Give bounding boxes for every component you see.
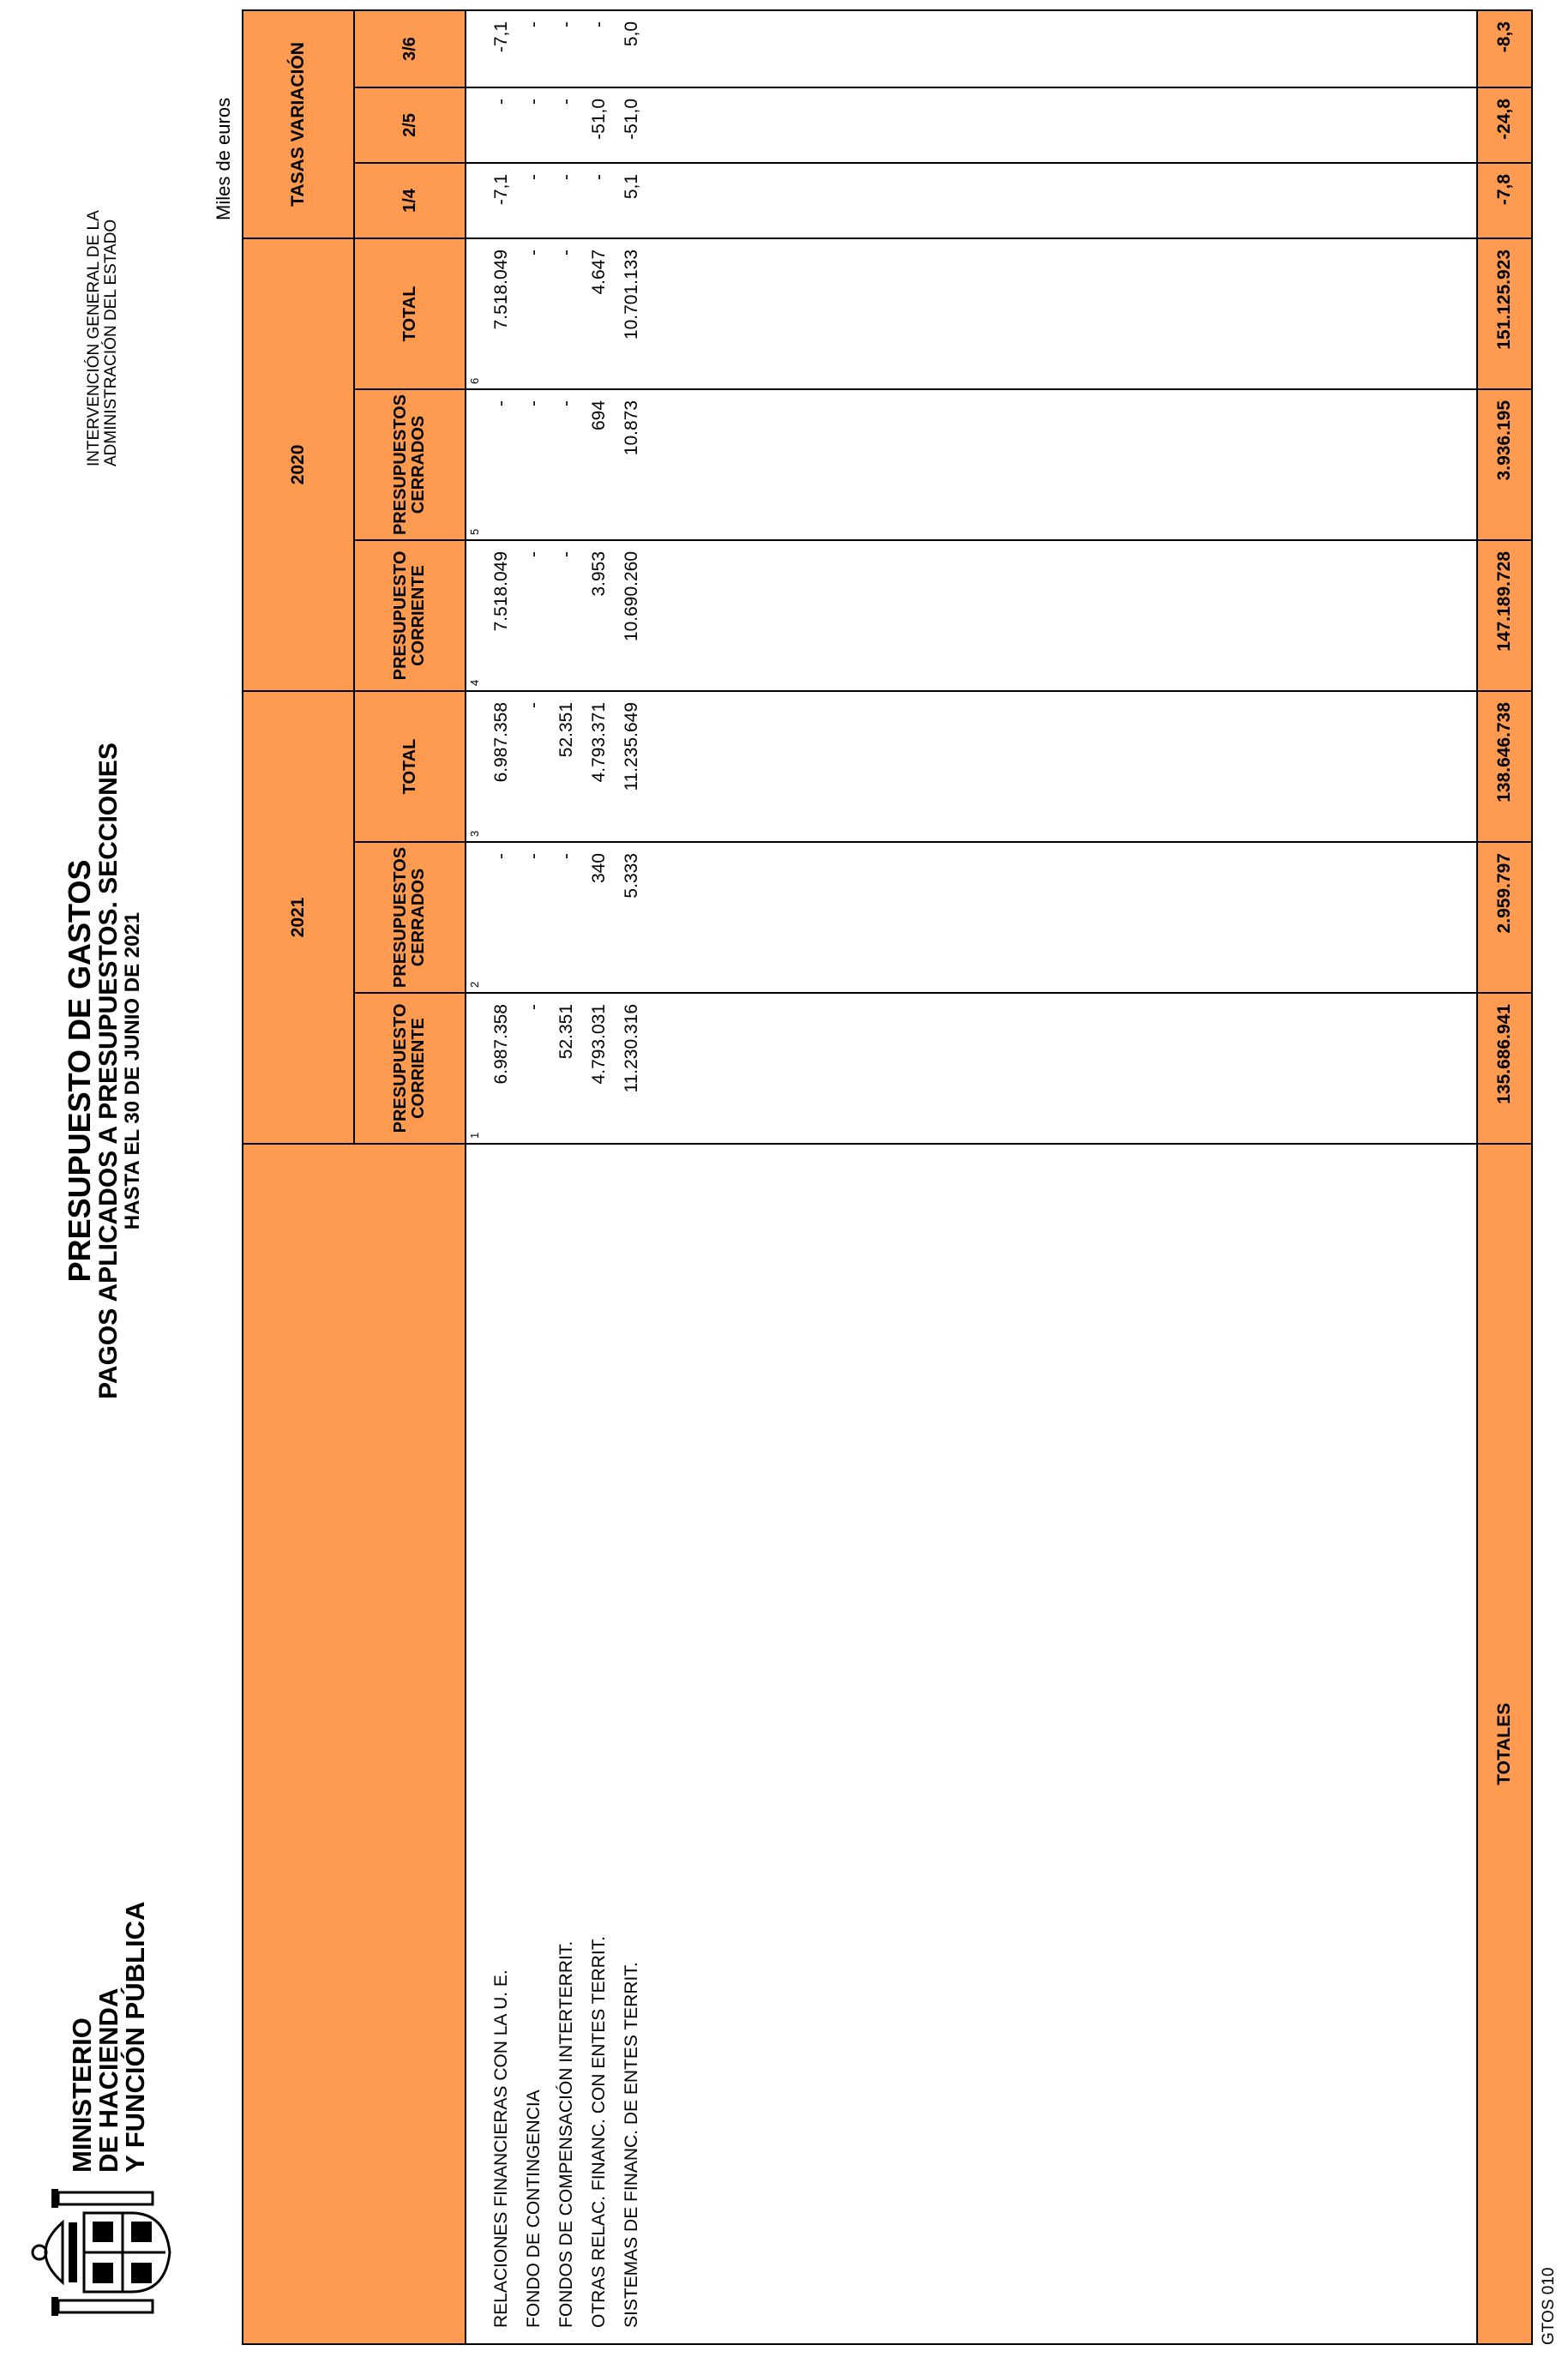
values-col-3 (466, 691, 1477, 842)
cell-value: - (589, 173, 609, 180)
col-rate-1-4: 1/4 (354, 163, 466, 238)
ministry-line: DE HACIENDA (93, 1987, 123, 2173)
col-header-line: PRESUPUESTO (391, 550, 410, 681)
units-label: Miles de euros (213, 97, 234, 220)
section-header-cell (243, 1144, 466, 2344)
cell-value: 5.333 (622, 853, 641, 899)
total-value: 147.189.728 (1477, 540, 1532, 691)
col-header-line: CORRIENTE (409, 565, 428, 666)
values-col-1 (466, 993, 1477, 1144)
cell-value: - (524, 173, 544, 180)
col-header-line: PRESUPUESTO (391, 1003, 410, 1133)
values-rate-2-5 (466, 87, 1477, 163)
col-presupuesto-corriente-2020 (354, 540, 466, 691)
cell-value: 4.793.031 (589, 1004, 609, 1085)
cell-value: - (556, 21, 576, 27)
section-label: SISTEMAS DE FINANC. DE ENTES TERRIT. (622, 1962, 641, 2328)
cell-value: -7,1 (491, 21, 511, 53)
cell-value: - (524, 1004, 544, 1010)
table-body-row (466, 10, 1477, 2344)
agency-line: INTERVENCIÓN GENERAL DE LA (85, 210, 103, 466)
cell-value: 6.987.358 (491, 701, 511, 783)
total-value: -7,8 (1477, 163, 1532, 238)
cell-value: 10.690.260 (622, 550, 641, 642)
col-header-line: PRESUPUESTOS (391, 394, 410, 536)
col-header-line: CERRADOS (409, 415, 428, 514)
cell-value: 694 (589, 400, 609, 431)
cell-value: - (491, 853, 511, 859)
col-presupuestos-cerrados-2020 (354, 389, 466, 540)
total-value: 138.646.738 (1477, 691, 1532, 842)
agency-line: ADMINISTRACIÓN DEL ESTADO (102, 219, 120, 466)
cell-value: - (524, 21, 544, 27)
total-value: -24,8 (1477, 87, 1532, 163)
column-number: 6 (468, 377, 481, 384)
ministry-name (69, 1902, 148, 2173)
report-period: HASTA EL 30 DE JUNIO DE 2021 (121, 911, 144, 1230)
total-value: 2.959.797 (1477, 842, 1532, 993)
cell-value: - (491, 400, 511, 406)
col-presupuesto-corriente-2021 (354, 993, 466, 1144)
rates-header: TASAS VARIACIÓN (243, 10, 354, 238)
col-rate-2-5: 2/5 (354, 87, 466, 163)
budget-table (242, 9, 1533, 2345)
ministry-line: Y FUNCIÓN PÚBLICA (120, 1901, 150, 2173)
cell-value: 10.701.133 (622, 249, 641, 340)
cell-value: 6.987.358 (491, 1004, 511, 1085)
values-rate-3-6 (466, 10, 1477, 87)
report-code: GTOS 010 (1540, 2267, 1558, 2345)
report-subtitle: PAGOS APLICADOS A PRESUPUESTOS. SECCIONES (94, 743, 123, 1399)
cell-value: 5,0 (622, 21, 641, 47)
column-number: 1 (468, 1132, 481, 1139)
year-2021-header: 2021 (243, 691, 354, 1144)
column-number: 4 (468, 679, 481, 686)
report-titles (64, 685, 144, 1457)
cell-value: 5,1 (622, 173, 641, 200)
cell-value: 11.230.316 (622, 1004, 641, 1093)
cell-value: 3.953 (589, 550, 609, 597)
ministry-line: MINISTERIO (67, 2017, 97, 2173)
cell-value: - (556, 400, 576, 406)
cell-value: - (524, 853, 544, 859)
column-number: 5 (468, 528, 481, 535)
section-label: FONDO DE CONTINGENCIA (524, 2089, 544, 2328)
total-value: 135.686.941 (1477, 993, 1532, 1144)
col-presupuestos-cerrados-2021 (354, 842, 466, 993)
values-rate-1-4 (466, 163, 1477, 238)
col-total-2020: TOTAL (354, 238, 466, 389)
col-rate-3-6: 3/6 (354, 10, 466, 87)
cell-value: - (556, 249, 576, 256)
col-header-line: PRESUPUESTOS (391, 846, 410, 989)
agency-name (86, 210, 120, 466)
section-label: OTRAS RELAC. FINANC. CON ENTES TERRIT. (589, 1935, 609, 2328)
values-col-5 (466, 389, 1477, 540)
totals-row (1477, 10, 1532, 2344)
cell-value: - (524, 701, 544, 708)
cell-value: -7,1 (491, 173, 511, 206)
cell-value: 11.235.649 (622, 701, 641, 791)
cell-value: 52.351 (556, 701, 576, 758)
year-2020-header: 2020 (243, 238, 354, 691)
cell-value: 4.647 (589, 249, 609, 295)
col-total-2021: TOTAL (354, 691, 466, 842)
column-number: 2 (468, 981, 481, 988)
col-header-line: CORRIENTE (409, 1018, 428, 1119)
cell-value: - (556, 98, 576, 105)
cell-value: 7.518.049 (491, 550, 511, 632)
column-number: 3 (468, 830, 481, 837)
cell-value: - (524, 98, 544, 105)
cell-value: 7.518.049 (491, 249, 511, 330)
section-label: RELACIONES FINANCIERAS CON LA U. E. (491, 1969, 511, 2328)
cell-value: 4.793.371 (589, 701, 609, 783)
cell-value: - (524, 550, 544, 557)
cell-value: -51,0 (622, 98, 641, 140)
cell-value: - (589, 21, 609, 27)
cell-value: -51,0 (589, 98, 609, 140)
values-col-2 (466, 842, 1477, 993)
total-value: -8,3 (1477, 10, 1532, 87)
cell-value: - (524, 400, 544, 406)
cell-value: - (556, 550, 576, 557)
cell-value: 52.351 (556, 1004, 576, 1060)
totals-label: TOTALES (1477, 1144, 1532, 2344)
cell-value: - (556, 173, 576, 180)
report-title: PRESUPUESTO DE GASTOS (62, 859, 97, 1283)
cell-value: - (491, 98, 511, 105)
values-col-6 (466, 238, 1477, 389)
cell-value: - (524, 249, 544, 256)
cell-value: 10.873 (622, 400, 641, 456)
total-value: 151.125.923 (1477, 238, 1532, 389)
col-header-line: CERRADOS (409, 868, 428, 967)
cell-value: 340 (589, 853, 609, 884)
values-col-4 (466, 540, 1477, 691)
coat-of-arms-emblem (24, 2184, 174, 2321)
section-label: FONDOS DE COMPENSACIÓN INTERTERRIT. (556, 1940, 576, 2328)
cell-value: - (556, 853, 576, 859)
section-labels-cell (466, 1144, 1477, 2344)
total-value: 3.936.195 (1477, 389, 1532, 540)
